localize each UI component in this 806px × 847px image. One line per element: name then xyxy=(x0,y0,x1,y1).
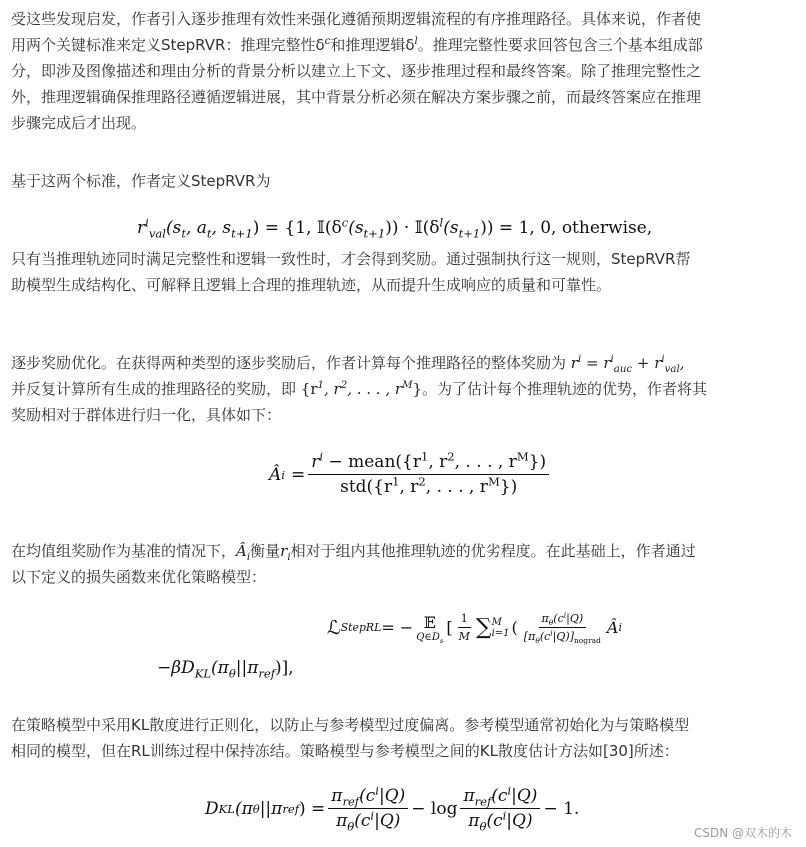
inline-reward-sum: $r^i = r^i_{auc} + r^i_{val}$, xyxy=(570,354,685,375)
paragraph-loss-intro: 在均值组奖励作为基准的情况下，$Â_i$衡量$r_i$相对于组内其他推理轨迹的优劣程度。在此基础上，作者通过 以下定义的损失函数来优化策略模型： xyxy=(11,542,696,586)
paragraph-kl: 在策略模型中采用KL散度进行正则化，以防止与参考模型过度偏离。参考模型通常初始化为与策略模型 相同的模型，但在RL训练过程中保持冻结。策略模型与参考模型之间的KL散度估计方法如[30]所述： xyxy=(11,716,690,760)
paragraph-intro xyxy=(11,6,801,162)
text-line: 外，推理逻辑确保推理路径遵循逻辑进展，其中背景分析必须在解决方案步骤之前，而最终答案应在推理 xyxy=(11,88,702,106)
inline-reward-set: {$r^1$, $r^2$, . . . , $r^M$} xyxy=(300,380,423,398)
text-line: 步骤完成后才出现。 xyxy=(11,114,147,132)
equation-r-val: $r^i_{val}(s_t$, $a_t$, $s_{t+1}) = \{1$, $𝕀(\delta^c(s_{t+1}))$ · $𝕀(\delta^l(s_{t+1})) = 1$, 0, otherwise, xyxy=(137,215,653,241)
text-line: 用两个关键标准来定义StepRVR：推理完整性$\delta^c$和推理逻辑$\delta^l$。推理完整性要求回答包含三个基本组成部 xyxy=(11,36,703,54)
paragraph-define: 基于这两个标准，作者定义StepRVR为 xyxy=(11,172,271,190)
csdn-watermark: CSDN @双木的木 xyxy=(693,826,792,840)
advantage-fraction: $\frac{r^i - mean(\{r^1, r^2, . . . , r^M\})}{std(\{r^1, r^2, . . . , r^M\})}$ xyxy=(308,452,549,497)
equation-kl: D KL (π θ ||π ref ) = $\frac{\pi_{ref}(c^i|Q)}{\pi_\theta(c^i|Q)}$ − log $\frac{\pi_{ref}(c^i|Q)}{\pi_\theta(c^i|Q)}$ − 1. xyxy=(205,783,580,834)
ratio-fraction: $\frac{\pi_\theta(c^i|Q)}{[\pi_\theta(c^i|Q)]_{nograd}}$ xyxy=(523,610,601,646)
equation-loss-kl-term: $-\beta D_{KL}(\pi_\theta||\pi_{ref})$], xyxy=(157,658,294,681)
kl-fraction-2: $\frac{\pi_{ref}(c^i|Q)}{\pi_\theta(c^i|Q)}$ xyxy=(460,786,540,831)
expectation-operator: 𝔼 $Q\in D_s$ xyxy=(416,612,444,645)
text-line xyxy=(11,136,801,162)
text-line: 受这些发现启发，作者引入逐步推理有效性来强化遵循预期逻辑流程的有序推理路径。具体来说，作者使 xyxy=(11,10,702,28)
text-line: 分，即涉及图像描述和理由分析的背景分析以建立上下文、逐步推理过程和最终答案。除了推理完整性之 xyxy=(11,62,702,80)
kl-fraction-1: $\frac{\pi_{ref}(c^i|Q)}{\pi_\theta(c^i|Q)}$ xyxy=(328,786,408,831)
equation-advantage: Â i = $\frac{r^i - mean(\{r^1, r^2, . . . , r^M\})}{std(\{r^1, r^2, . . . , r^M\})}$ xyxy=(269,452,552,497)
paragraph-reward-rule: 只有当推理轨迹同时满足完整性和逻辑一致性时，才会得到奖励。通过强制执行这一规则，StepRVR帮 助模型生成结构化、可解释且逻辑上合理的推理轨迹，从而提升生成响应的质量和可靠性。 xyxy=(11,250,691,294)
paragraph-optimization: 逐步奖励优化。在获得两种类型的逐步奖励后，作者计算每个推理路径的整体奖励为 $r^i = r^i_{auc} + r^i_{val}$, 并反复计算所有生成的推理路径的奖励，即 {$r^1$, $r^2$, . . . , $r^M$}。为了估计每个推理轨迹的优势，作者将其 奖励相对于群体进行归一化，具体如下： xyxy=(11,354,708,424)
equation-loss: ℒ StepRL = − 𝔼 $Q\in D_s$ [ $\frac{1}{M}$ ∑ M i=1 ( $\frac{\pi_\theta(c^i|Q)}{[\pi_\theta(c^i|Q)]_{nograd}}$ Â i xyxy=(327,610,622,646)
